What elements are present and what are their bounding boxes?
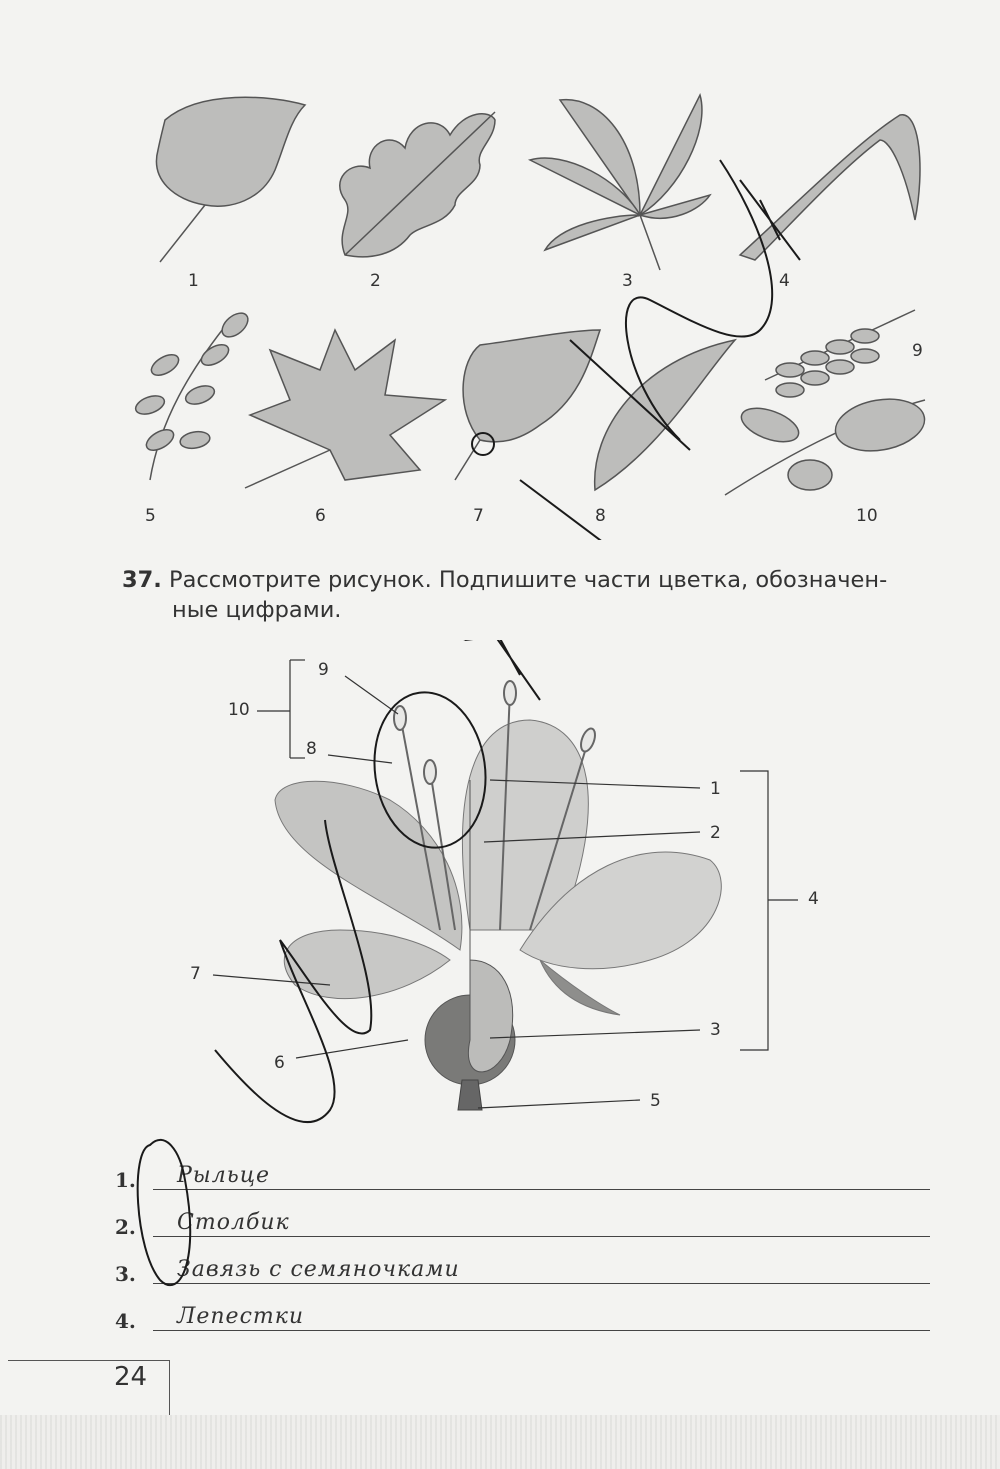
leaf-1 [156,97,305,206]
flower-label-3: 3 [710,1020,721,1040]
task-37 [122,565,942,625]
task-number: 37. [122,567,162,593]
flower-label-6: 6 [274,1053,285,1073]
answer-line [153,1330,930,1331]
leaf-label-4: 4 [779,271,790,291]
flower-label-7: 7 [190,964,201,984]
leaf-label-1: 1 [188,271,199,291]
answer-number: 4. [115,1309,136,1333]
page-number-rule [8,1360,170,1361]
flower-label-4: 4 [808,889,819,909]
flower-label-2: 2 [710,823,721,843]
leaf-label-5: 5 [145,506,156,526]
leaf-6 [250,330,445,480]
flower-label-10: 10 [228,700,250,720]
petal-lower-left [284,930,450,999]
leaf-7 [463,330,600,442]
pedicel [458,1080,482,1110]
leaf-label-10: 10 [856,506,878,526]
task-text-line2: ные цифрами. [172,597,342,623]
answer-number: 3. [115,1262,136,1286]
answer-row-4[interactable] [115,1297,930,1337]
answer-text: Рыльце [177,1163,271,1188]
leaf-label-7: 7 [473,506,484,526]
answer-text: Завязь с семяночками [177,1257,460,1282]
leaf-label-3: 3 [622,271,633,291]
leaf-label-9: 9 [912,341,923,361]
flower-label-9: 9 [318,660,329,680]
flower-label-8: 8 [306,739,317,759]
answer-number: 2. [115,1215,136,1239]
leaf-label-8: 8 [595,506,606,526]
answer-text: Столбик [177,1210,290,1235]
task-text-line1: Рассмотрите рисунок. Подпишите части цветка, обозначен- [169,567,888,593]
pen-scribble [0,1120,320,1300]
leaf-8 [595,340,735,490]
answer-text: Лепестки [177,1304,305,1329]
leaf-4 [740,115,920,260]
answer-number: 1. [115,1168,136,1192]
leaves-illustration [0,0,1000,540]
flower-label-1: 1 [710,779,721,799]
flower-label-5: 5 [650,1091,661,1111]
flower-illustration [0,640,1000,1140]
page-number-rule-vertical [169,1360,170,1415]
scan-edge [0,1415,1000,1469]
petal-left [275,781,462,950]
leaf-label-2: 2 [370,271,381,291]
leaf-label-6: 6 [315,506,326,526]
page-number: 24 [114,1362,148,1392]
